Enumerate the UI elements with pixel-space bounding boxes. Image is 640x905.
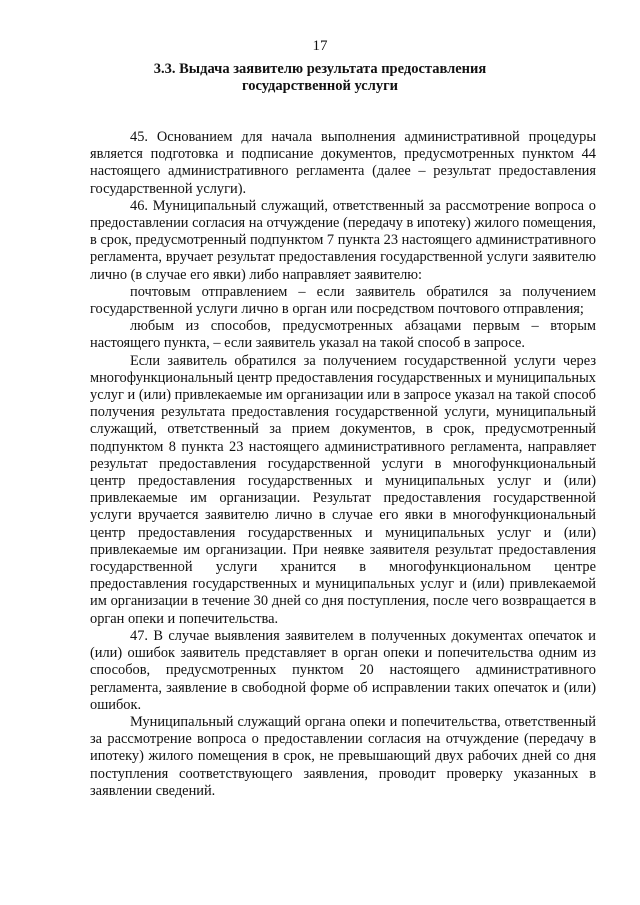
page-number: 17 <box>312 38 328 54</box>
document-body <box>90 129 596 800</box>
paragraph-46-any-method: любым из способов, предусмотренных абзацами первым – вторым настоящего пункта, – если заявитель указал на такой способ в запросе. <box>90 318 596 352</box>
paragraph-45: 45. Основанием для начала выполнения административной процедуры является подготовка и подписание документов, предусмотренных пунктом 44 настоящего административного регламента (далее – результат предоставления государственной услуги). <box>90 129 596 197</box>
paragraph-46-postal: почтовым отправлением – если заявитель обратился за получением государственной услуги лично в орган или посредством почтового отправления; <box>90 283 596 318</box>
paragraph-47: 47. В случае выявления заявителем в полученных документах опечаток и (или) ошибок заявитель представляет в орган опеки и попечительства одним из способов, предусмотренных пунктом 20 настоящего административного регламента, заявление в свободной форме об исправлении таких опечаток и (или) ошибок. <box>90 627 596 713</box>
paragraph-46: 46. Муниципальный служащий, ответственный за рассмотрение вопроса о предоставлении согласия на отчуждение (передачу в ипотеку) жилого помещения, в срок, предусмотренный подпунктом 7 пункта 23 настоящего административного регламента, вручает результат предоставления государственной услуги заявителю лично (в случае его явки) либо направляет заявителю: <box>90 197 596 283</box>
paragraph-47-check: Муниципальный служащий органа опеки и попечительства, ответственный за рассмотрение вопроса о предоставлении согласия на отчуждение (передачу в ипотеку) жилого помещения в срок, не превышающий двух рабочих дней со дня поступления соответствующего заявления, проводит проверку указанных в заявлении сведений. <box>90 713 596 799</box>
section-heading: 3.3. Выдача заявителю результата предоставления государственной услуги <box>153 61 487 94</box>
paragraph-46-mfc: Если заявитель обратился за получением государственной услуги через многофункциональный центр предоставления государственных и муниципальных услуг и (или) привлекаемые им организации или в запросе указал на такой способ получения результата предоставления государственной услуги, муниципальный служащий, ответственный за прием документов, в срок, предусмотренный подпунктом 8 пункта 23 настоящего административного регламента, направляет результат предоставления государственной услуги в многофункциональный центр предоставления государственных и муниципальных услуг и (или) привлекаемые им организации. Результат предоставления государственной услуги вручается заявителю лично в случае его явки в многофункциональный центр предоставления государственных и муниципальных услуг и (или) привлекаемые им организации. При неявке заявителя результат предоставления государственной услуги хранится в многофункциональном центре предоставления государственных и муниципальных услуг и (или) привлекаемой им организации в течение 30 дней со дня поступления, после чего возвращается в орган опеки и попечительства. <box>90 352 596 627</box>
